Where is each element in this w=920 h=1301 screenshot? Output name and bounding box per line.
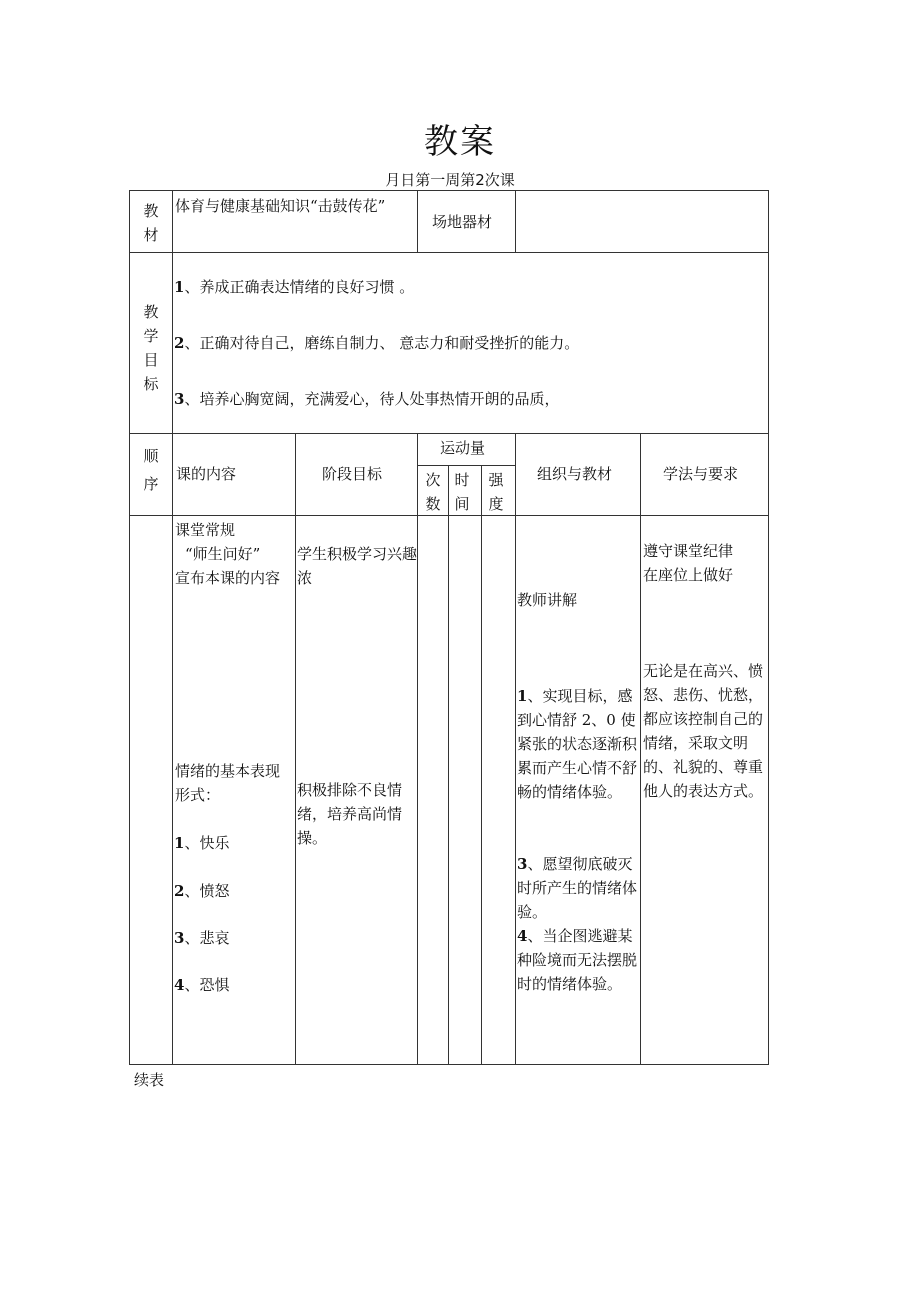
material-label: 教材: [143, 202, 159, 244]
footer-continued: 续表: [134, 1071, 165, 1089]
content-line-2: “师生问好”: [185, 545, 261, 563]
org-item-1: 1、实现目标，感到心情舒 2、0 使紧张的状态逐渐积累而产生心情不舒畅的情绪体验。: [517, 687, 638, 801]
page-title: 教案: [424, 122, 496, 162]
goals-label: 教学目标: [143, 303, 159, 393]
header-method: 学法与要求: [663, 465, 739, 483]
method-mid: 无论是在高兴、愤怒、悲伤、忧愁，都应该控制自己的情绪，采取文明的、礼貌的、尊重他人的表达方式。: [643, 662, 764, 800]
header-times: 次数: [425, 471, 441, 513]
content-form-3: 3、悲哀: [174, 929, 230, 947]
goal-item-3: 3、培养心胸宽阔，充满爱心，待人处事热情开朗的品质，: [174, 390, 560, 408]
org-item-4: 4、当企图逃避某种险境而无法摆脱时的情绪体验。: [517, 927, 638, 993]
header-stage-goal: 阶段目标: [322, 465, 383, 483]
goal-item-1: 1、养成正确表达情绪的良好习惯 。: [174, 278, 415, 296]
header-content: 课的内容: [176, 465, 237, 483]
goal-item-2: 2、正确对待自己，磨练自制力、 意志力和耐受挫折的能力。: [174, 334, 580, 352]
venue-label: 场地器材: [432, 213, 493, 231]
material-value: 体育与健康基础知识“击鼓传花”: [175, 197, 386, 215]
page-subtitle: 月日第一周第2次课: [385, 171, 515, 189]
header-order: 顺序: [143, 447, 159, 493]
content-forms-heading: 情绪的基本表现形式：: [175, 762, 281, 804]
content-line-3: 宣布本课的内容: [175, 569, 281, 587]
org-item-3: 3、愿望彻底破灭时所产生的情绪体验。: [517, 855, 638, 921]
header-load: 运动量: [440, 439, 486, 457]
stage-goal-mid: 积极排除不良情绪，培养高尚情操。: [297, 781, 403, 847]
header-time: 时间: [454, 471, 470, 513]
header-intensity: 强度: [488, 471, 504, 513]
stage-goal-top: 学生积极学习兴趣浓: [297, 545, 418, 587]
content-form-1: 1、快乐: [174, 834, 230, 852]
org-top: 教师讲解: [517, 591, 578, 609]
content-form-2: 2、愤怒: [174, 882, 230, 900]
method-line-1: 遵守课堂纪律: [643, 542, 734, 560]
header-organization: 组织与教材: [537, 465, 613, 483]
content-line-1: 课堂常规: [175, 521, 236, 539]
content-form-4: 4、恐惧: [174, 976, 230, 994]
method-line-2: 在座位上做好: [643, 566, 734, 584]
